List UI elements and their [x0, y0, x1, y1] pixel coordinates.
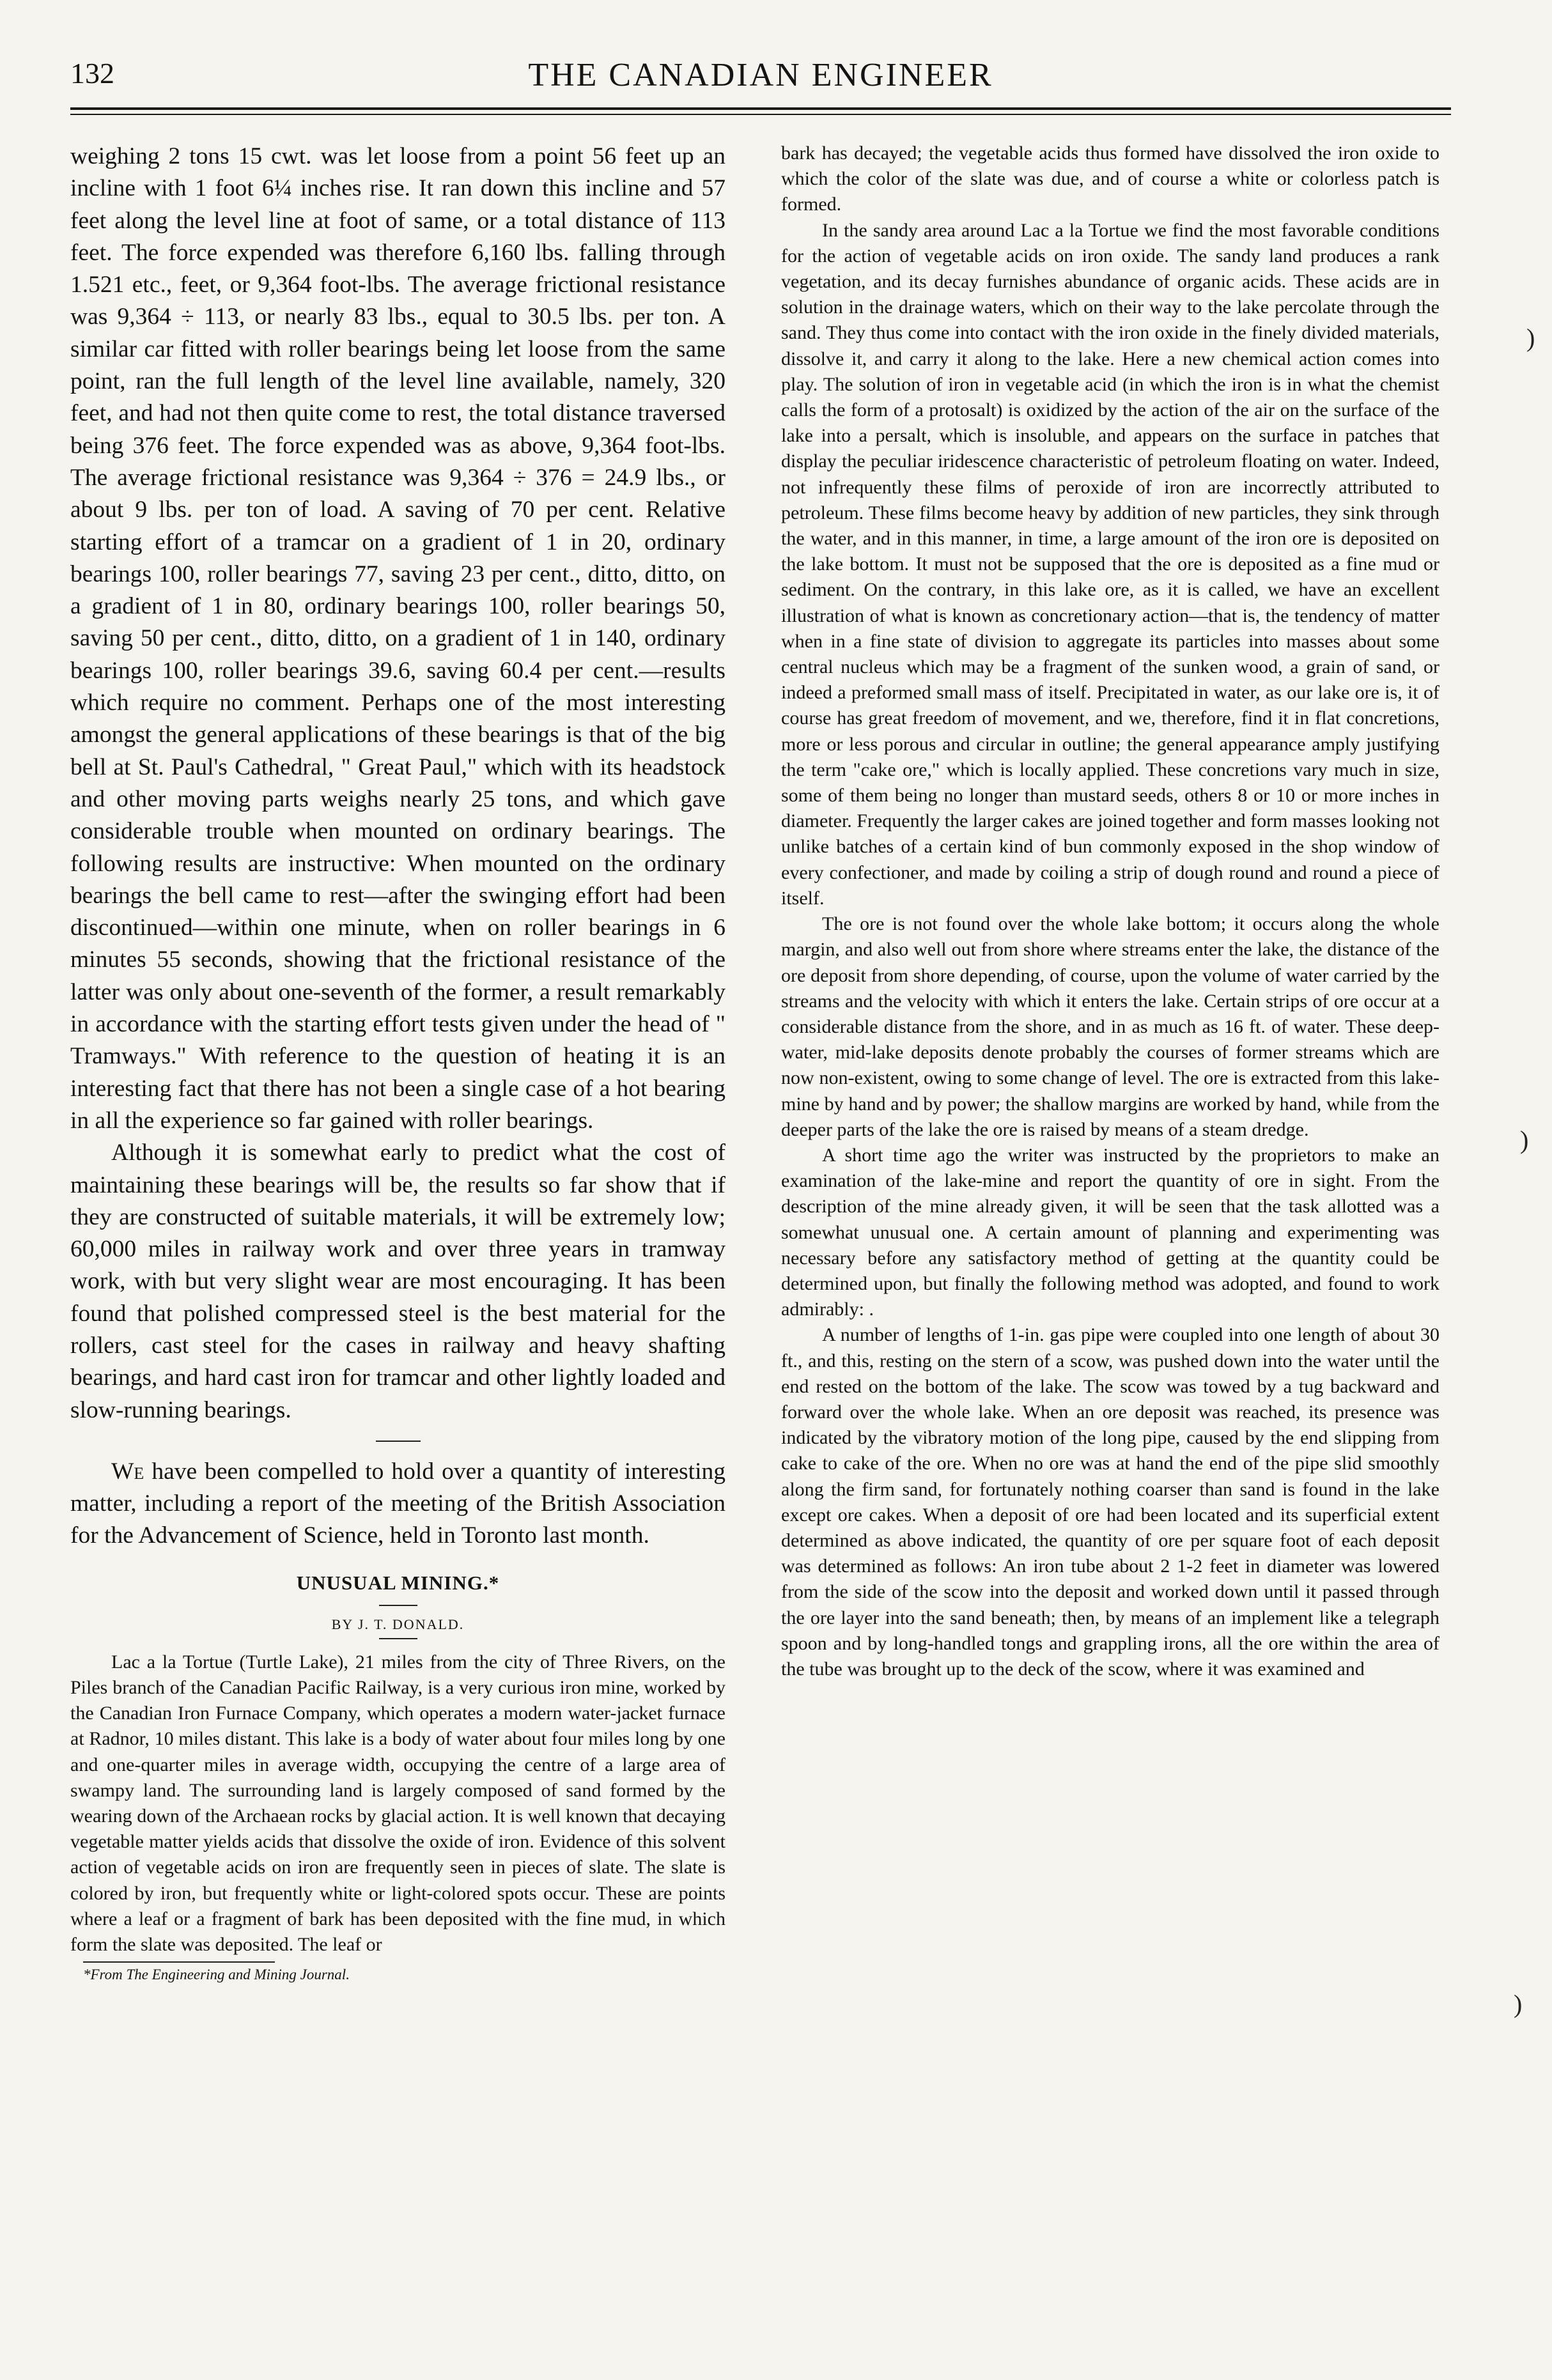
right-paragraph-1: bark has decayed; the vegetable acids thus formed have dissolved the iron oxide to which the color of the slate was due, and of course a white or colorless patch is formed. [781, 143, 1439, 215]
article-title: UNUSUAL MINING.* [296, 1571, 500, 1594]
section-divider [376, 1441, 421, 1442]
title-divider [379, 1605, 417, 1606]
running-header [70, 56, 1451, 101]
right-paragraph-4: A short time ago the writer was instructed by the proprietors to make an examination of the lake-mine and report the quantity of ore in sight. From the description of the mine already given, it will be seen that the task allotted was a somewhat unusual one. A certain amount of planning and experimenting was necessary before any satisfactory method of getting at the quantity could be determined upon, but finally the following method was adopted, and found to work admirably: . [781, 1144, 1439, 1320]
article-paragraph-1: Lac a la Tortue (Turtle Lake), 21 miles from the city of Three Rivers, on the Piles branch of the Canadian Pacific Railway, is a very curious iron mine, worked by the Canadian Iron Furnace Company, which operates a modern water-jacket furnace at Radnor, 10 miles distant. This lake is a body of water about four miles long by one and one-quarter miles in average width, occupying the centre of a large area of swampy land. The surrounding land is largely composed of sand formed by the wearing down of the Archaean rocks by glacial action. It is well known that decaying vegetable matter yields acids that dissolve the oxide of iron. Evidence of this solvent action of vegetable acids on iron are frequently seen in pieces of slate. The slate is colored by iron, but frequently white or light-colored spots occur. These are points where a leaf or a fragment of bark has been deposited with the fine mud, in which form the slate was deposited. The leaf or [70, 1651, 726, 1955]
right-paragraph-3: The ore is not found over the whole lake bottom; it occurs along the whole margin, and also well out from shore where streams enter the lake, the distance of the ore deposit from shore depending, of course, upon the volume of water carried by the streams and the velocity with which it enters the lake. Certain strips of ore occur at a considerable distance from the shore, and in as much as 16 ft. of water. These deep-water, mid-lake deposits denote probably the courses of former streams which are now non-existent, owing to some change of level. The ore is extracted from this lake-mine by hand and by power; the shallow margins are worked by hand, while from the deeper parts of the lake the ore is raised by means of a steam dredge. [781, 913, 1439, 1140]
footnote: *From The Engineering and Mining Journal. [83, 1967, 350, 1983]
footnote-rule [83, 1961, 275, 1963]
notice-lead: We [111, 1458, 144, 1485]
article-byline: BY J. T. DONALD. [331, 1616, 465, 1632]
margin-mark-upper: ) [1526, 323, 1535, 352]
page-number: 132 [70, 57, 114, 89]
margin-mark-middle: ) [1520, 1125, 1529, 1154]
bearings-paragraph-2: Although it is somewhat early to predict what the cost of maintaining these bearings will be, the results so far show that if they are constructed of suitable materials, it will be extremely low; 60,000 miles in railway work and over three years in tramway work, with but very slight wear are most encouraging. It has been found that polished compressed steel is the best material for the rollers, cast steel for the cases in railway and heavy shafting bearings, and hard cast iron for tramcar and other lightly loaded and slow-running bearings. [70, 1140, 726, 1423]
right-paragraph-5: A number of lengths of 1-in. gas pipe were coupled into one length of about 30 ft., and this, resting on the stern of a scow, was pushed down into the water until the end rested on the bottom of the lake. The scow was towed by a tug backward and forward over the whole lake. When an ore deposit was reached, its presence was indicated by the vibratory motion of the long pipe, caused by the end slipping from cake to cake of the ore. When no ore was at hand the end of the pipe slid smoothly along the firm sand, for fortunately nothing coarser than sand is found in the lake except ore cakes. When a deposit of ore had been located and its superficial extent determined as above indicated, the quantity of ore per square foot of each deposit was determined as follows: An iron tube about 2 1-2 feet in diameter was lowered from the side of the scow into the deposit and worked down until it passed through the ore layer into the sand beneath; then, by means of an implement like a telegraph spoon and by long-handled tongs and grappling irons, all the ore within the area of the tube was brought up to the deck of the scow, where it was examined and [781, 1324, 1439, 1680]
left-column [70, 141, 726, 1983]
bearings-paragraph-1: weighing 2 tons 15 cwt. was let loose from a point 56 feet up an incline with 1 foot 6¼ inches rise. It ran down this incline and 57 feet along the level line at foot of same, or a total distance of 113 feet. The force expended was therefore 6,160 lbs. falling through 1.521 etc., feet, or 9,364 foot-lbs. The average frictional resistance was 9,364 ÷ 113, or nearly 83 lbs., equal to 30.5 lbs. per ton. A similar car fitted with roller bearings being let loose from the same point, ran the full length of the level line available, namely, 320 feet, and had not then quite come to rest, the total distance traversed being 376 feet. The force expended was as above, 9,364 foot-lbs. The average frictional resistance was 9,364 ÷ 376 = 24.9 lbs., or about 9 lbs. per ton of load. A saving of 70 per cent. Relative starting effort of a tramcar on a gradient of 1 in 20, ordinary bearings 100, roller bearings 77, saving 23 per cent., ditto, ditto, on a gradient of 1 in 80, ordinary bearings 100, roller bearings 50, saving 50 per cent., ditto, ditto, on a gradient of 1 in 140, ordinary bearings 100, roller bearings 39.6, saving 60.4 per cent.—results which require no comment. Perhaps one of the most interesting amongst the general applications of these bearings is that of the big bell at St. Paul's Cathedral, " Great Paul," which with its headstock and other moving parts weighs nearly 25 tons, and which gave considerable trouble when mounted on ordinary bearings. The following results are instructive: When mounted on the ordinary bearings the bell came to rest—after the swinging effort had been discontinued—within one minute, when on roller bearings in 6 minutes 55 seconds, showing that the frictional resistance of the latter was only about one-seventh of the former, a result remarkably in accordance with the starting effort tests given under the head of " Tramways." With reference to the question of heating it is an interesting fact that there has not been a single case of a hot bearing in all the experience so far gained with roller bearings. [70, 143, 726, 1134]
header-rule-thin [70, 114, 1451, 115]
journal-title: THE CANADIAN ENGINEER [528, 57, 993, 93]
notice-text: have been compelled to hold over a quantity of interesting matter, including a report of the meeting of the British Association for the Advancement of Science, held in Toronto last month. [70, 1458, 726, 1549]
right-paragraph-2: In the sandy area around Lac a la Tortue we find the most favorable conditions for the action of vegetable acids on iron oxide. The sandy land produces a rank vegetation, and its decay furnishes abundance of organic acids. These acids are in solution in the drainage waters, which on their way to the lake percolate through the sand. They thus come into contact with the iron oxide in the finely divided materials, dissolve it, and carry it along to the lake. Here a new chemical action comes into play. The solution of iron in vegetable acid (in which the iron is in what the chemist calls the form of a protosalt) is oxidized by the action of the air on the surface of the lake into a persalt, which is insoluble, and appears on the surface in patches that display the peculiar iridescence characteristic of petroleum floating on water. Indeed, not infrequently these films of peroxide of iron are incorrectly attributed to petroleum. These films become heavy by addition of new particles, they sink through the water, and in this manner, in time, a large amount of the iron ore is deposited on the lake bottom. It must not be supposed that the ore is deposited as a fine mud or sediment. On the contrary, in this lake ore, as it is called, we have an excellent illustration of what is known as concretionary action—that is, the tendency of matter when in a fine state of division to aggregate its particles into masses about some central nucleus which may be a fragment of the sunken wood, a grain of sand, or indeed a preformed small mass of itself. Precipitated in water, as our lake ore is, it of course has great freedom of movement, and we, therefore, find it in flat concretions, more or less porous and circular in outline; the general appearance amply justifying the term "cake ore," which is locally applied. These concretions vary much in size, some of them being no longer than mustard seeds, others 8 or 10 or more inches in diameter. Frequently the larger cakes are joined together and form masses looking not unlike batches of a certain kind of bun commonly exposed in the shop window of every confectioner, and made by coiling a strip of dough round and round a piece of itself. [781, 219, 1439, 909]
header-rule-thick [70, 107, 1451, 110]
byline-divider [379, 1638, 417, 1639]
margin-mark-lower: ) [1514, 1990, 1523, 2018]
editorial-notice [70, 1456, 726, 1552]
right-column [781, 141, 1439, 1682]
